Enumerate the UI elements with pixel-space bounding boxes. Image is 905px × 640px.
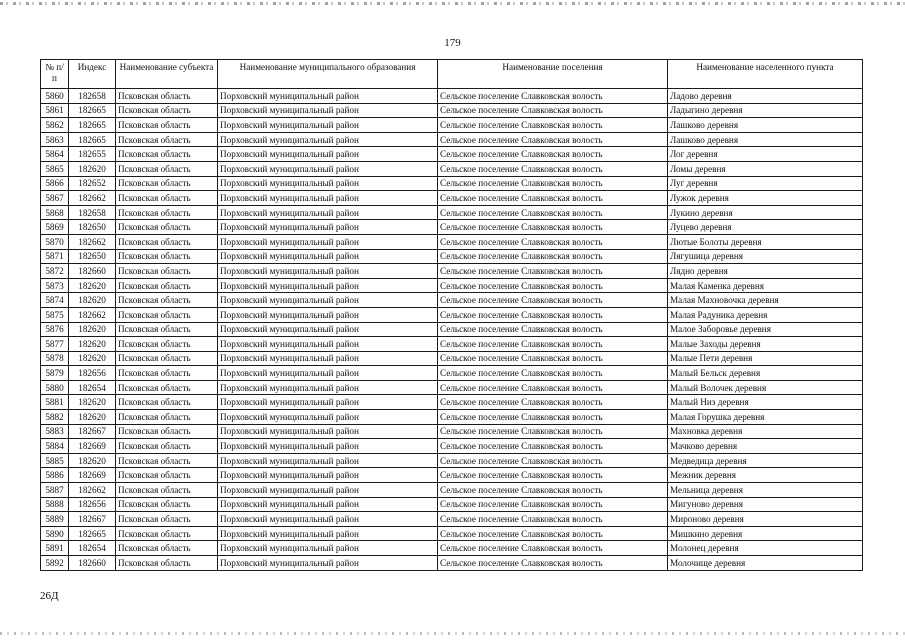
row-number-cell: 5869 (41, 220, 69, 235)
row-number-cell: 5892 (41, 556, 69, 571)
municipality-cell: Порховский муниципальный район (218, 278, 438, 293)
table-row (41, 453, 863, 468)
settlement-cell: Сельское поселение Славковская волость (438, 147, 668, 162)
subject-cell: Псковская область (116, 264, 218, 279)
locality-cell: Ломы деревня (668, 161, 863, 176)
table-row (41, 483, 863, 498)
municipality-cell: Порховский муниципальный район (218, 556, 438, 571)
row-number-cell: 5888 (41, 497, 69, 512)
locality-cell: Лашково деревня (668, 118, 863, 133)
header-row-number: № п/п (41, 60, 69, 89)
postal-index-cell: 182665 (69, 103, 116, 118)
settlement-cell: Сельское поселение Славковская волость (438, 366, 668, 381)
postal-index-cell: 182656 (69, 366, 116, 381)
table-row (41, 439, 863, 454)
row-number-cell: 5877 (41, 337, 69, 352)
municipality-cell: Порховский муниципальный район (218, 380, 438, 395)
subject-cell: Псковская область (116, 395, 218, 410)
postal-index-cell: 182620 (69, 293, 116, 308)
postal-index-cell: 182654 (69, 541, 116, 556)
municipality-cell: Порховский муниципальный район (218, 410, 438, 425)
postal-index-cell: 182658 (69, 205, 116, 220)
locality-cell: Лягушица деревня (668, 249, 863, 264)
subject-cell: Псковская область (116, 453, 218, 468)
settlement-cell: Сельское поселение Славковская волость (438, 556, 668, 571)
postal-index-cell: 182620 (69, 337, 116, 352)
postal-index-cell: 182662 (69, 191, 116, 206)
subject-cell: Псковская область (116, 307, 218, 322)
postal-index-cell: 182620 (69, 161, 116, 176)
locality-cell: Малый Волочек деревня (668, 380, 863, 395)
row-number-cell: 5879 (41, 366, 69, 381)
page-number: 179 (444, 37, 461, 49)
settlement-cell: Сельское поселение Славковская волость (438, 439, 668, 454)
settlement-cell: Сельское поселение Славковская волость (438, 278, 668, 293)
row-number-cell: 5887 (41, 483, 69, 498)
postal-index-cell: 182620 (69, 453, 116, 468)
locality-cell: Молонец деревня (668, 541, 863, 556)
subject-cell: Псковская область (116, 249, 218, 264)
table-row (41, 147, 863, 162)
municipality-cell: Порховский муниципальный район (218, 264, 438, 279)
municipality-cell: Порховский муниципальный район (218, 468, 438, 483)
row-number-cell: 5890 (41, 526, 69, 541)
municipality-cell: Порховский муниципальный район (218, 497, 438, 512)
postal-index-cell: 182620 (69, 410, 116, 425)
row-number-cell: 5866 (41, 176, 69, 191)
table-row (41, 541, 863, 556)
postal-index-cell: 182665 (69, 118, 116, 133)
settlement-cell: Сельское поселение Славковская волость (438, 322, 668, 337)
settlement-cell: Сельское поселение Славковская волость (438, 512, 668, 527)
settlement-cell: Сельское поселение Славковская волость (438, 395, 668, 410)
settlement-cell: Сельское поселение Славковская волость (438, 497, 668, 512)
table-row (41, 293, 863, 308)
header-index: Индекс (69, 60, 116, 89)
municipality-cell: Порховский муниципальный район (218, 147, 438, 162)
settlement-cell: Сельское поселение Славковская волость (438, 220, 668, 235)
table-row (41, 410, 863, 425)
settlement-cell: Сельское поселение Славковская волость (438, 234, 668, 249)
settlement-cell: Сельское поселение Славковская волость (438, 453, 668, 468)
subject-cell: Псковская область (116, 468, 218, 483)
row-number-cell: 5867 (41, 191, 69, 206)
header-municipality: Наименование муниципального образования (218, 60, 438, 89)
subject-cell: Псковская область (116, 234, 218, 249)
row-number-cell: 5886 (41, 468, 69, 483)
locality-cell: Лог деревня (668, 147, 863, 162)
table-header (41, 60, 863, 89)
postal-index-cell: 182620 (69, 395, 116, 410)
table-body (41, 89, 863, 571)
subject-cell: Псковская область (116, 205, 218, 220)
table-row (41, 322, 863, 337)
municipality-cell: Порховский муниципальный район (218, 395, 438, 410)
municipality-cell: Порховский муниципальный район (218, 89, 438, 104)
municipality-cell: Порховский муниципальный район (218, 439, 438, 454)
municipality-cell: Порховский муниципальный район (218, 366, 438, 381)
municipality-cell: Порховский муниципальный район (218, 293, 438, 308)
settlements-table (40, 59, 863, 571)
municipality-cell: Порховский муниципальный район (218, 118, 438, 133)
locality-cell: Малые Пети деревня (668, 351, 863, 366)
table-row (41, 366, 863, 381)
subject-cell: Псковская область (116, 176, 218, 191)
table-row (41, 337, 863, 352)
row-number-cell: 5863 (41, 132, 69, 147)
row-number-cell: 5876 (41, 322, 69, 337)
locality-cell: Молочище деревня (668, 556, 863, 571)
locality-cell: Лютые Болоты деревня (668, 234, 863, 249)
subject-cell: Псковская область (116, 322, 218, 337)
subject-cell: Псковская область (116, 293, 218, 308)
municipality-cell: Порховский муниципальный район (218, 234, 438, 249)
postal-index-cell: 182650 (69, 220, 116, 235)
row-number-cell: 5875 (41, 307, 69, 322)
subject-cell: Псковская область (116, 512, 218, 527)
locality-cell: Махновка деревня (668, 424, 863, 439)
municipality-cell: Порховский муниципальный район (218, 337, 438, 352)
settlement-cell: Сельское поселение Славковская волость (438, 118, 668, 133)
table-row (41, 307, 863, 322)
municipality-cell: Порховский муниципальный район (218, 483, 438, 498)
postal-index-cell: 182620 (69, 351, 116, 366)
postal-index-cell: 182656 (69, 497, 116, 512)
municipality-cell: Порховский муниципальный район (218, 220, 438, 235)
municipality-cell: Порховский муниципальный район (218, 526, 438, 541)
locality-cell: Мироново деревня (668, 512, 863, 527)
table-row (41, 89, 863, 104)
postal-index-cell: 182620 (69, 278, 116, 293)
row-number-cell: 5861 (41, 103, 69, 118)
municipality-cell: Порховский муниципальный район (218, 351, 438, 366)
municipality-cell: Порховский муниципальный район (218, 191, 438, 206)
locality-cell: Межник деревня (668, 468, 863, 483)
postal-index-cell: 182652 (69, 176, 116, 191)
locality-cell: Малая Горушка деревня (668, 410, 863, 425)
postal-index-cell: 182660 (69, 264, 116, 279)
locality-cell: Лядно деревня (668, 264, 863, 279)
postal-index-cell: 182654 (69, 380, 116, 395)
settlement-cell: Сельское поселение Славковская волость (438, 541, 668, 556)
settlement-cell: Сельское поселение Славковская волость (438, 293, 668, 308)
table-row (41, 556, 863, 571)
row-number-cell: 5878 (41, 351, 69, 366)
table-row (41, 497, 863, 512)
locality-cell: Малая Каменка деревня (668, 278, 863, 293)
subject-cell: Псковская область (116, 380, 218, 395)
row-number-cell: 5865 (41, 161, 69, 176)
row-number-cell: 5872 (41, 264, 69, 279)
table-row (41, 118, 863, 133)
municipality-cell: Порховский муниципальный район (218, 205, 438, 220)
municipality-cell: Порховский муниципальный район (218, 322, 438, 337)
table-row (41, 234, 863, 249)
subject-cell: Псковская область (116, 161, 218, 176)
subject-cell: Псковская область (116, 337, 218, 352)
subject-cell: Псковская область (116, 132, 218, 147)
settlement-cell: Сельское поселение Славковская волость (438, 380, 668, 395)
locality-cell: Медведица деревня (668, 453, 863, 468)
row-number-cell: 5860 (41, 89, 69, 104)
postal-index-cell: 182662 (69, 234, 116, 249)
subject-cell: Псковская область (116, 278, 218, 293)
row-number-cell: 5884 (41, 439, 69, 454)
settlement-cell: Сельское поселение Славковская волость (438, 526, 668, 541)
subject-cell: Псковская область (116, 526, 218, 541)
settlement-cell: Сельское поселение Славковская волость (438, 132, 668, 147)
municipality-cell: Порховский муниципальный район (218, 103, 438, 118)
locality-cell: Малая Махновочка деревня (668, 293, 863, 308)
municipality-cell: Порховский муниципальный район (218, 161, 438, 176)
subject-cell: Псковская область (116, 351, 218, 366)
row-number-cell: 5862 (41, 118, 69, 133)
subject-cell: Псковская область (116, 147, 218, 162)
locality-cell: Малые Заходы деревня (668, 337, 863, 352)
subject-cell: Псковская область (116, 118, 218, 133)
row-number-cell: 5871 (41, 249, 69, 264)
locality-cell: Лашково деревня (668, 132, 863, 147)
postal-index-cell: 182669 (69, 468, 116, 483)
subject-cell: Псковская область (116, 220, 218, 235)
header-subject: Наименование субъекта (116, 60, 218, 89)
scan-edge-top (0, 2, 905, 5)
postal-index-cell: 182662 (69, 307, 116, 322)
locality-cell: Малая Радуника деревня (668, 307, 863, 322)
row-number-cell: 5881 (41, 395, 69, 410)
settlement-cell: Сельское поселение Славковская волость (438, 103, 668, 118)
table-row (41, 264, 863, 279)
postal-index-cell: 182620 (69, 322, 116, 337)
locality-cell: Ладово деревня (668, 89, 863, 104)
locality-cell: Луг деревня (668, 176, 863, 191)
table-row (41, 220, 863, 235)
subject-cell: Псковская область (116, 497, 218, 512)
table-row (41, 351, 863, 366)
locality-cell: Мельница деревня (668, 483, 863, 498)
postal-index-cell: 182658 (69, 89, 116, 104)
subject-cell: Псковская область (116, 439, 218, 454)
settlement-cell: Сельское поселение Славковская волость (438, 337, 668, 352)
row-number-cell: 5864 (41, 147, 69, 162)
locality-cell: Ладыгино деревня (668, 103, 863, 118)
row-number-cell: 5885 (41, 453, 69, 468)
row-number-cell: 5889 (41, 512, 69, 527)
settlement-cell: Сельское поселение Славковская волость (438, 483, 668, 498)
table-row (41, 191, 863, 206)
subject-cell: Псковская область (116, 483, 218, 498)
row-number-cell: 5883 (41, 424, 69, 439)
subject-cell: Псковская область (116, 556, 218, 571)
subject-cell: Псковская область (116, 424, 218, 439)
subject-cell: Псковская область (116, 541, 218, 556)
table-row (41, 103, 863, 118)
municipality-cell: Порховский муниципальный район (218, 424, 438, 439)
settlement-cell: Сельское поселение Славковская волость (438, 424, 668, 439)
postal-index-cell: 182667 (69, 512, 116, 527)
settlement-cell: Сельское поселение Славковская волость (438, 89, 668, 104)
postal-index-cell: 182669 (69, 439, 116, 454)
row-number-cell: 5874 (41, 293, 69, 308)
settlement-cell: Сельское поселение Славковская волость (438, 351, 668, 366)
table-row (41, 161, 863, 176)
subject-cell: Псковская область (116, 89, 218, 104)
table-row (41, 278, 863, 293)
postal-index-cell: 182665 (69, 526, 116, 541)
table-row (41, 205, 863, 220)
settlement-cell: Сельское поселение Славковская волость (438, 264, 668, 279)
locality-cell: Мишкино деревня (668, 526, 863, 541)
table-row (41, 395, 863, 410)
locality-cell: Лукино деревня (668, 205, 863, 220)
table-row (41, 468, 863, 483)
settlement-cell: Сельское поселение Славковская волость (438, 468, 668, 483)
footer-code: 26Д (40, 590, 59, 602)
row-number-cell: 5891 (41, 541, 69, 556)
municipality-cell: Порховский муниципальный район (218, 132, 438, 147)
subject-cell: Псковская область (116, 410, 218, 425)
locality-cell: Малое Заборовье деревня (668, 322, 863, 337)
settlement-cell: Сельское поселение Славковская волость (438, 191, 668, 206)
locality-cell: Малый Бельск деревня (668, 366, 863, 381)
settlement-cell: Сельское поселение Славковская волость (438, 176, 668, 191)
table-row (41, 424, 863, 439)
locality-cell: Лужок деревня (668, 191, 863, 206)
municipality-cell: Порховский муниципальный район (218, 249, 438, 264)
scan-edge-bottom (0, 632, 905, 635)
table-row (41, 249, 863, 264)
postal-index-cell: 182655 (69, 147, 116, 162)
settlement-cell: Сельское поселение Славковская волость (438, 161, 668, 176)
municipality-cell: Порховский муниципальный район (218, 453, 438, 468)
header-locality: Наименование населенного пункта (668, 60, 863, 89)
municipality-cell: Порховский муниципальный район (218, 512, 438, 527)
locality-cell: Мачково деревня (668, 439, 863, 454)
row-number-cell: 5868 (41, 205, 69, 220)
header-settlement: Наименование поселения (438, 60, 668, 89)
locality-cell: Луцево деревня (668, 220, 863, 235)
locality-cell: Малый Низ деревня (668, 395, 863, 410)
header-row (41, 60, 863, 89)
municipality-cell: Порховский муниципальный район (218, 307, 438, 322)
municipality-cell: Порховский муниципальный район (218, 176, 438, 191)
settlement-cell: Сельское поселение Славковская волость (438, 410, 668, 425)
table-row (41, 380, 863, 395)
row-number-cell: 5882 (41, 410, 69, 425)
municipality-cell: Порховский муниципальный район (218, 541, 438, 556)
subject-cell: Псковская область (116, 366, 218, 381)
table-row (41, 512, 863, 527)
row-number-cell: 5880 (41, 380, 69, 395)
table-row (41, 526, 863, 541)
table-row (41, 132, 863, 147)
settlement-cell: Сельское поселение Славковская волость (438, 205, 668, 220)
subject-cell: Псковская область (116, 191, 218, 206)
postal-index-cell: 182660 (69, 556, 116, 571)
postal-index-cell: 182667 (69, 424, 116, 439)
row-number-cell: 5870 (41, 234, 69, 249)
settlement-cell: Сельское поселение Славковская волость (438, 249, 668, 264)
row-number-cell: 5873 (41, 278, 69, 293)
subject-cell: Псковская область (116, 103, 218, 118)
table-row (41, 176, 863, 191)
postal-index-cell: 182665 (69, 132, 116, 147)
settlement-cell: Сельское поселение Славковская волость (438, 307, 668, 322)
postal-index-cell: 182650 (69, 249, 116, 264)
locality-cell: Мигуново деревня (668, 497, 863, 512)
postal-index-cell: 182662 (69, 483, 116, 498)
